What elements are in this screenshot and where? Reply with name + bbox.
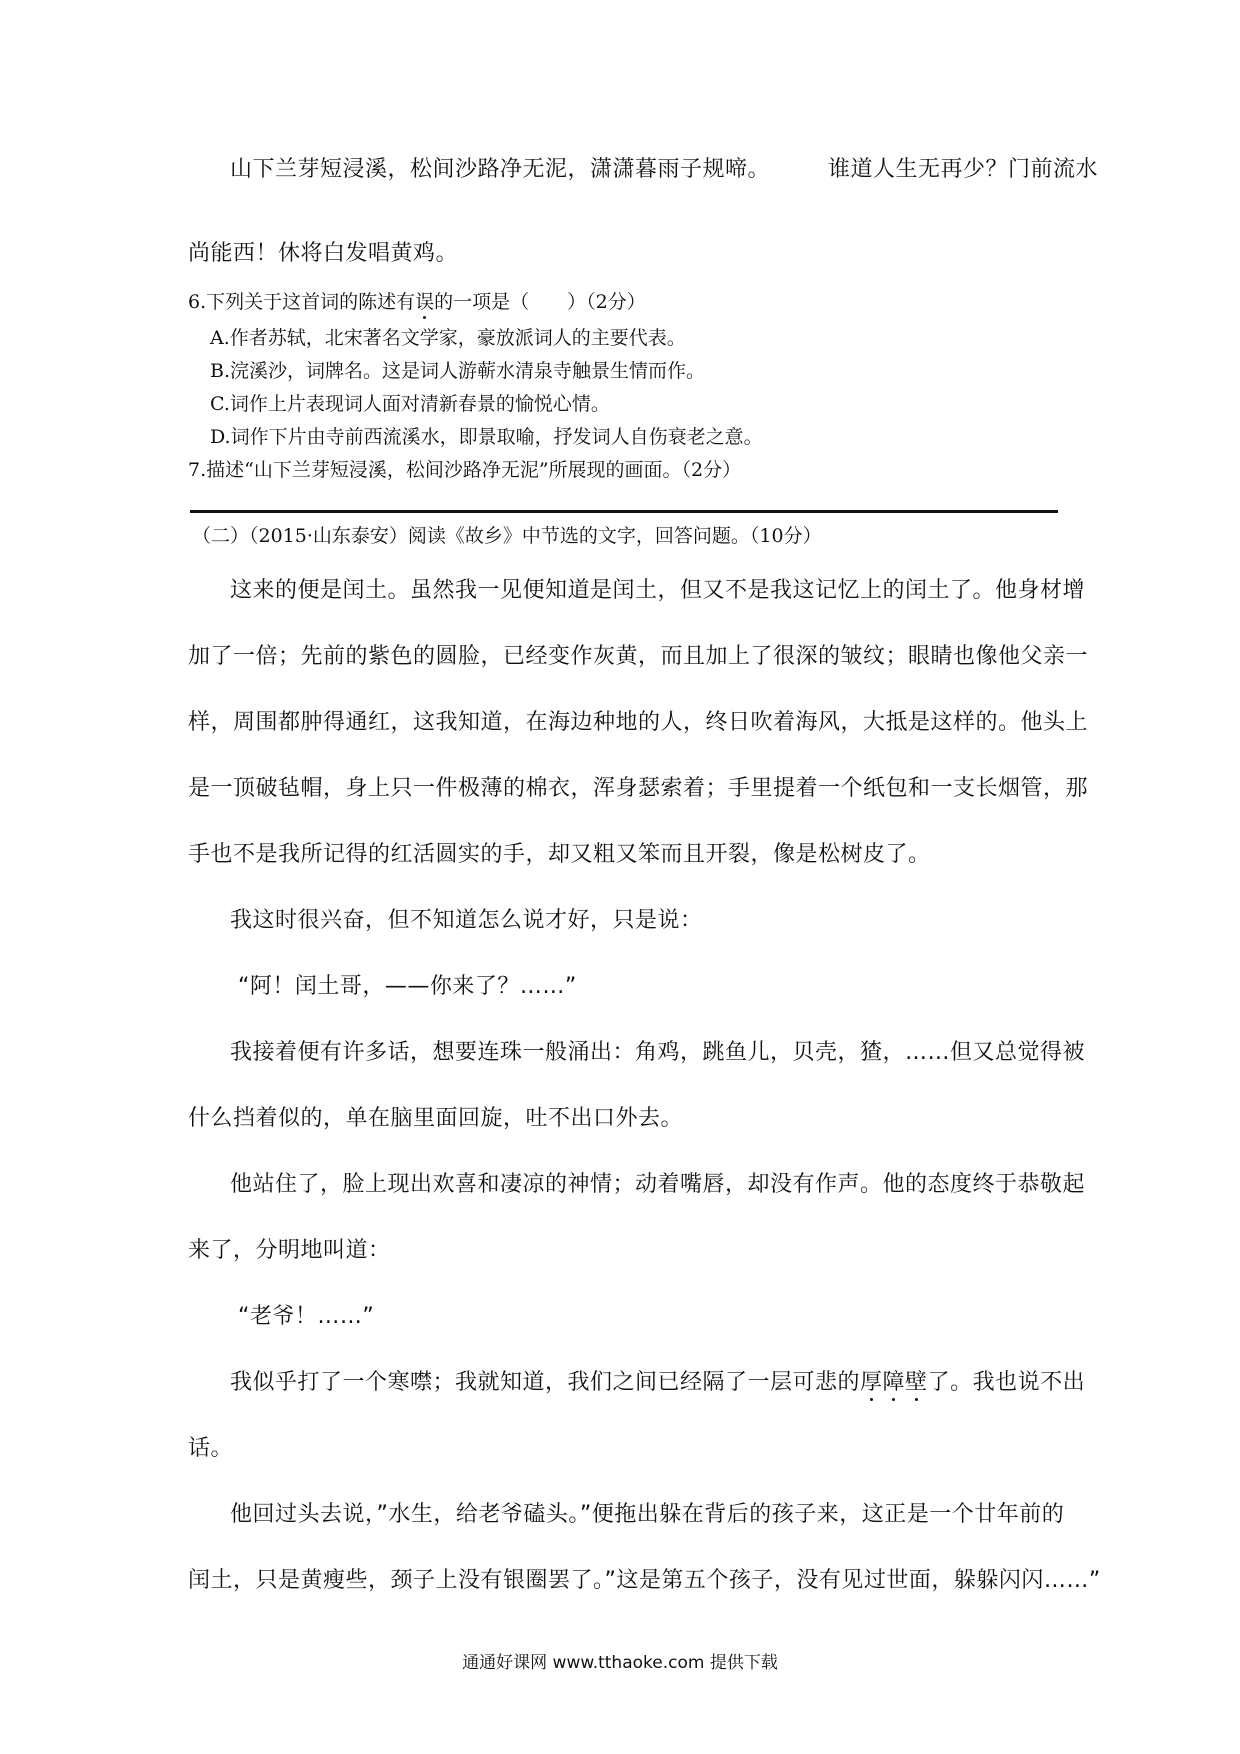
passage-p8-line-2: 闰土，只是黄瘦些，颈子上没有银圈罢了。”这是第五个孩子，没有见过世面，躲躲闪闪……” (188, 1568, 1101, 1593)
question-6-option-b: B.浣溪沙，词牌名。这是词人游蕲水清泉寺触景生情而作。 (210, 360, 706, 382)
question-6-option-a: A.作者苏轼，北宋著名文学家，豪放派词人的主要代表。 (210, 327, 686, 349)
passage-p3-dialogue: “阿！闰土哥，——你来了？……” (238, 974, 577, 999)
passage-p7-line-1: 我似乎打了一个寒噤；我就知道，我们之间已经隔了一层可悲的厚障壁了。我也说不出 (230, 1370, 1086, 1395)
passage-p7-line-2: 话。 (188, 1436, 234, 1461)
passage-p5-line-2: 来了，分明地叫道： (188, 1238, 391, 1263)
page-footer: 通通好课网 www.tthaoke.com 提供下载 (462, 1653, 778, 1673)
passage-p2: 我这时很兴奋，但不知道怎么说才好，只是说： (230, 908, 703, 933)
question-6-stem: 6.下列关于这首词的陈述有误的一项是（ ）（2分） (188, 291, 646, 313)
passage-p6-dialogue: “老爷！……” (238, 1304, 375, 1329)
poem-line-2: 尚能西！休将白发唱黄鸡。 (188, 241, 459, 266)
passage-p1-line-4: 是一顶破毡帽，身上只一件极薄的棉衣，浑身瑟索着；手里提着一个纸包和一支长烟管，那 (188, 776, 1089, 801)
question-6-option-d: D.词作下片由寺前西流溪水，即景取喻，抒发词人自伤衰老之意。 (210, 426, 763, 448)
answer-line (190, 510, 1058, 513)
emphasis-mark: 障 (882, 1370, 906, 1395)
passage-p4-line-2: 什么挡着似的，单在脑里面回旋，吐不出口外去。 (188, 1106, 684, 1131)
question-6-option-c: C.词作上片表现词人面对清新春景的愉悦心情。 (210, 393, 610, 415)
poem-line-1a: 山下兰芽短浸溪，松间沙路净无泥，潇潇暮雨子规啼。 (230, 157, 771, 182)
question-7-stem: 7.描述“山下兰芽短浸溪，松间沙路净无泥”所展现的画面。（2分） (188, 459, 742, 481)
poem-line-1 (230, 152, 1098, 183)
section-2-heading: （二）（2015·山东泰安）阅读《故乡》中节选的文字，回答问题。（10分） (192, 525, 822, 547)
passage-p1-line-2: 加了一倍；先前的紫色的圆脸，已经变作灰黄，而且加上了很深的皱纹；眼睛也像他父亲一 (188, 644, 1089, 669)
emphasis-mark: 壁 (905, 1370, 928, 1395)
passage-p4-line-1: 我接着便有许多话，想要连珠一般涌出：角鸡，跳鱼儿，贝壳，猹，……但又总觉得被 (230, 1040, 1086, 1065)
emphasis-mark: 厚 (860, 1370, 883, 1395)
passage-p1-line-5: 手也不是我所记得的红活圆实的手，却又粗又笨而且开裂，像是松树皮了。 (188, 842, 931, 867)
passage-p1-line-3: 样，周围都肿得通红，这我知道，在海边种地的人，终日吹着海风，大抵是这样的。他头上 (188, 710, 1089, 735)
passage-p8-line-1: 他回过头去说，”水生，给老爷磕头。”便拖出躲在背后的孩子来，这正是一个廿年前的 (230, 1502, 1065, 1527)
passage-p1-line-1: 这来的便是闰土。虽然我一见便知道是闰土，但又不是我这记忆上的闰土了。他身材增 (230, 578, 1086, 603)
emphasis-mark: 误 (415, 291, 435, 313)
passage-p5-line-1: 他站住了，脸上现出欢喜和凄凉的神情；动着嘴唇，却没有作声。他的态度终于恭敬起 (230, 1172, 1086, 1197)
poem-line-1b: 谁道人生无再少？门前流水 (828, 157, 1099, 182)
